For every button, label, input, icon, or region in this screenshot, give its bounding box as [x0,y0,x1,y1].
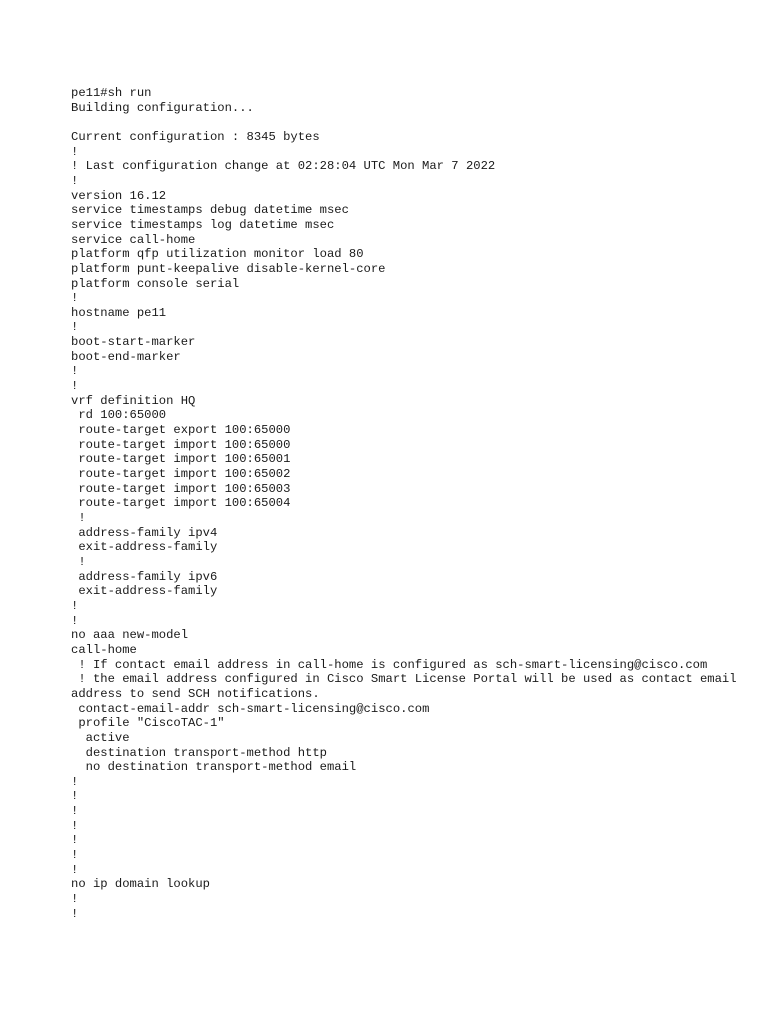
config-line: ! [71,173,79,188]
config-line: service timestamps log datetime msec [71,217,335,232]
config-line: ! [71,320,79,335]
config-line: boot-end-marker [71,349,181,364]
running-config-output [71,86,751,921]
config-line: Building configuration... [71,100,254,115]
config-line: address-family ipv4 [71,525,218,540]
config-line: active [71,730,130,745]
config-line: platform console serial [71,276,240,291]
config-line: platform punt-keepalive disable-kernel-core [71,261,386,276]
config-line: service call-home [71,232,196,247]
config-line: ! [71,892,79,907]
config-line: ! [71,906,79,921]
config-line: Current configuration : 8345 bytes [71,129,320,144]
config-line [71,115,751,130]
config-line: ! If contact email address in call-home is configured as sch-smart-licensing@cisco.com [71,657,708,672]
config-line: ! [71,291,79,306]
config-line: ! [71,613,79,628]
config-line: ! the email address configured in Cisco Smart License Portal will be used as contact email address to send SCH notifications. [71,672,744,701]
config-line: destination transport-method http [71,745,327,760]
config-line: boot-start-marker [71,335,196,350]
config-line: ! Last configuration change at 02:28:04 UTC Mon Mar 7 2022 [71,159,496,174]
config-line: ! [71,144,79,159]
config-line: ! [71,789,79,804]
config-line: no aaa new-model [71,628,189,643]
config-line: exit-address-family [71,540,218,555]
config-line: version 16.12 [71,188,167,203]
config-line: ! [71,598,79,613]
config-line: route-target import 100:65004 [71,496,291,511]
config-line: contact-email-addr sch-smart-licensing@cisco.com [71,701,430,716]
config-line: route-target import 100:65000 [71,437,291,452]
config-line: ! [71,804,79,819]
config-line: platform qfp utilization monitor load 80 [71,247,364,262]
config-line: ! [71,774,79,789]
config-line: route-target import 100:65003 [71,481,291,496]
config-line: ! [71,379,79,394]
config-line: ! [71,554,86,569]
config-line: profile "CiscoTAC-1" [71,716,225,731]
config-line: rd 100:65000 [71,408,167,423]
config-line: ! [71,818,79,833]
config-line: vrf definition HQ [71,393,196,408]
config-line: ! [71,364,79,379]
config-line: address-family ipv6 [71,569,218,584]
config-line: route-target import 100:65002 [71,467,291,482]
config-line: hostname pe11 [71,305,167,320]
config-line: exit-address-family [71,584,218,599]
config-line: route-target export 100:65000 [71,423,291,438]
config-line: no ip domain lookup [71,877,210,892]
config-line: ! [71,511,86,526]
config-line: pe11#sh run [71,86,152,100]
config-line: route-target import 100:65001 [71,452,291,467]
config-line: no destination transport-method email [71,760,357,775]
config-line: ! [71,862,79,877]
config-line: service timestamps debug datetime msec [71,203,349,218]
config-line: call-home [71,642,137,657]
config-line: ! [71,833,79,848]
config-line: ! [71,848,79,863]
